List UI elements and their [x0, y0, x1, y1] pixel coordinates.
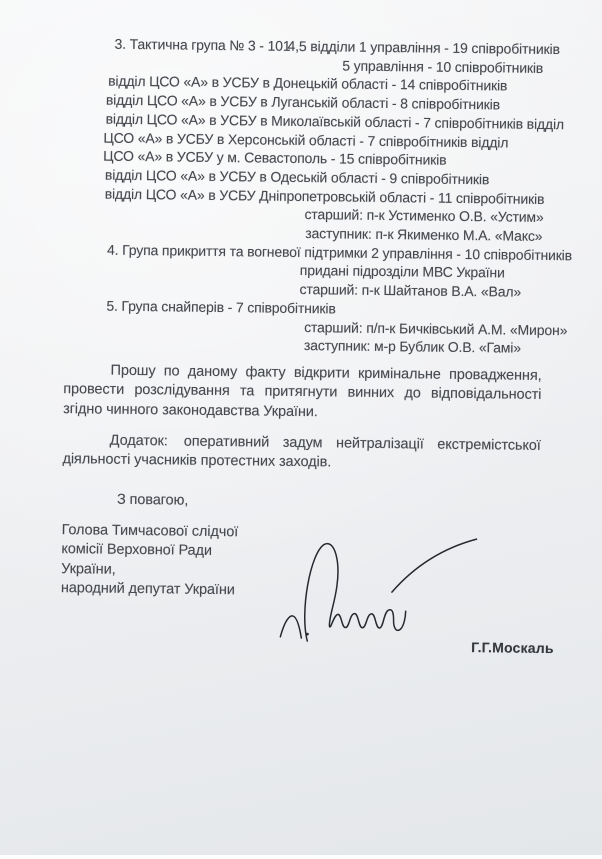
roster-line-deputy-maks: заступник: п-к Якименко М.А. «Макс»	[305, 225, 543, 244]
unit-roster	[5, 0, 602, 356]
signer-title-line: народний депутат України	[60, 580, 235, 599]
roster-line-senior-val: старший: п-к Шайтанов В.А. «Вал»	[299, 281, 522, 300]
signer-title-block	[61, 521, 238, 601]
request-paragraph: Прошу по даному факту відкрити кримінальне провадження, провести розслідування та притягнути винних до відповідальності згідно чинного законодавства України.	[63, 362, 542, 420]
attachment-paragraph	[62, 431, 540, 475]
roster-line-dept5: 5 управління - 10 співробітників	[342, 57, 544, 76]
roster-line-luhansk: відділ ЦСО «А» в УСБУ в Луганській області - 8 співробітників	[105, 91, 501, 113]
closing-salutation: З повагою,	[116, 491, 189, 509]
roster-line-donetsk: відділ ЦСО «А» в УСБУ в Донецькій області - 14 співробітників	[108, 73, 508, 94]
roster-line-mvs-units: придані підрозділи МВС України	[299, 262, 505, 281]
roster-line-group3: 3. Тактична група № 3 - 101	[114, 35, 291, 54]
attachment-label: Додаток:	[109, 432, 168, 450]
signer-name: Г.Г.Москаль	[471, 639, 554, 657]
attachment-text: оперативний задум нейтралізації екстремістської діяльності учасників протестних заходів.	[62, 433, 541, 471]
roster-line-group5: 5. Група снайперів - 7 співробітників	[106, 297, 336, 317]
roster-line-group4: 4. Група прикриття та вогневої підтримки 2 управління - 10 співробітників	[106, 241, 573, 263]
roster-line-mykolaiv: відділ ЦСО «А» в УСБУ в Миколаївській області - 7 співробітників відділ	[105, 110, 565, 132]
roster-line-odesa: відділ ЦСО «А» в УСБУ в Одеській області - 9 співробітників	[104, 166, 490, 188]
roster-line-senior-myron: старший: п/п-к Бичківський А.М. «Мирон»	[304, 318, 568, 338]
signer-title-line: України,	[61, 560, 116, 578]
roster-line-deputy-hami: заступник: м-р Бублик О.В. «Гамі»	[303, 337, 522, 356]
roster-line-senior-ustym: старший: п-к Устименко О.В. «Устим»	[304, 206, 544, 226]
roster-line-group3-col2: 4,5 відділи 1 управління - 19 співробітників	[287, 37, 560, 58]
roster-line-dnipro: відділ ЦСО «А» в УСБУ Дніпропетровській області - 11 співробітників	[104, 185, 545, 207]
roster-line-sevastopol: ЦСО «А» в УСБУ у м. Севастополь - 15 співробітників	[103, 147, 447, 168]
roster-line-kherson: ЦСО «А» в УСБУ в Херсонській області - 7 співробітників відділ	[103, 129, 509, 151]
signer-title-line: комісії Верховної Ради	[61, 541, 213, 560]
signer-title-line: Голова Тимчасової слідчої	[61, 522, 239, 541]
